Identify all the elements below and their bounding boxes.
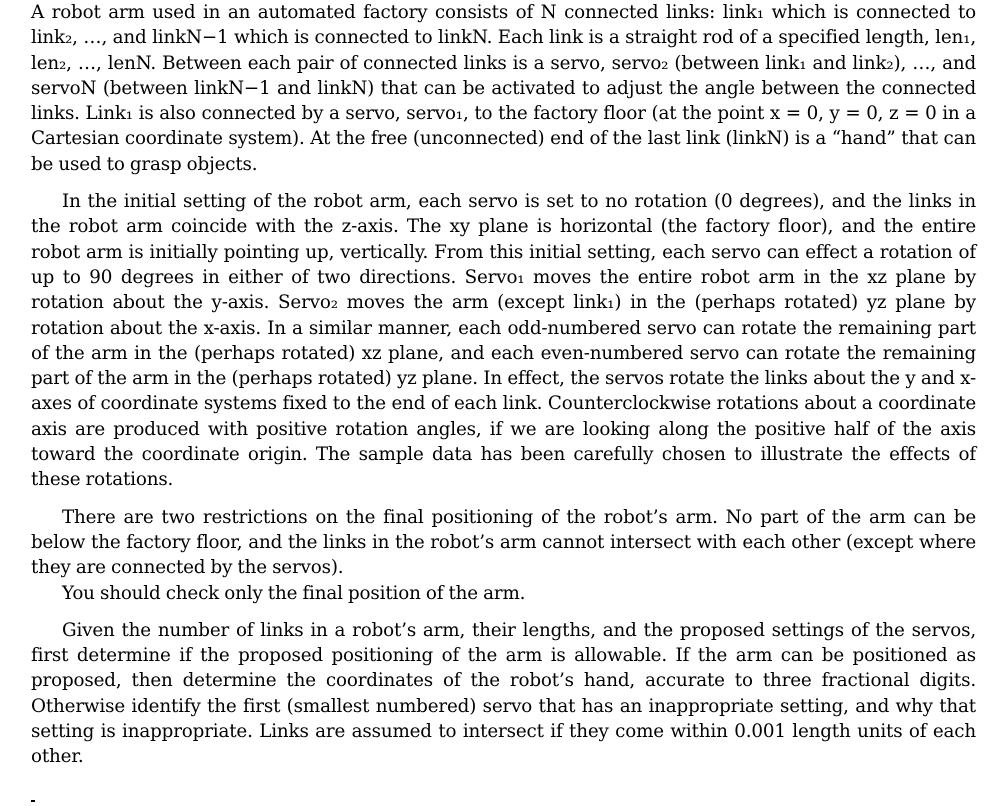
paragraph-initial-setting: In the initial setting of the robot arm, each servo is set to no rotation (0 degrees), and the links in the robot arm coincide with the z-axis. The xy plane is horizontal (the factory floor), and the entire robot arm is initially pointing up, vertically. From this initial setting, each servo can effect a rotation of up to 90 degrees in either of two directions. Servo₁ moves the entire robot arm in the xz plane by rotation about the y-axis. Servo₂ moves the arm (except link₁) in the (perhaps rotated) yz plane by rotation about the x-axis. In a similar manner, each odd-numbered servo can rotate the remaining part of the arm in the (perhaps rotated) xz plane, and each even-numbered servo can rotate the remaining part of the arm in the (perhaps rotated) yz plane. In effect, the servos rotate the links about the y and x-axes of coordinate systems fixed to the end of each link. Counterclockwise rotations about a coordinate axis are produced with positive rotation angles, if we are looking along the positive half of the axis toward the coordinate origin. The sample data has been carefully chosen to illustrate the effects of these rotations.	[31, 191, 976, 491]
page-cutoff-mark	[31, 800, 35, 802]
paragraph-robot-arm-description: A robot arm used in an automated factory consists of N connected links: link₁ which is connected to link₂, …, and linkN−1 which is connected to linkN. Each link is a straight rod of a specified length, len₁, len₂, …, lenN. Between each pair of connected links is a servo, servo₂ (between link₁ and link₂), …, and servoN (between linkN−1 and linkN) that can be activated to adjust the angle between the connected links. Link₁ is also connected by a servo, servo₁, to the factory floor (at the point x = 0, y = 0, z = 0 in a Cartesian coordinate system). At the free (unconnected) end of the last link (linkN) is a “hand” that can be used to grasp objects.	[31, 2, 976, 175]
paragraph-task: Given the number of links in a robot’s arm, their lengths, and the proposed settings of the servos, first determine if the proposed positioning of the arm is allowable. If the arm can be positioned as proposed, then determine the coordinates of the robot’s hand, accurate to three fractional digits. Otherwise identify the first (smallest numbered) servo that has an inappropriate setting, and why that setting is inappropriate. Links are assumed to intersect if they come within 0.001 length units of each other.	[31, 619, 976, 768]
problem-statement	[31, 0, 976, 770]
paragraph-final-position-note: You should check only the final position of the arm.	[62, 582, 526, 604]
paragraph-restrictions: There are two restrictions on the final positioning of the robot’s arm. No part of the arm can be below the factory floor, and the links in the robot’s arm cannot intersect with each other (except where they are connected by the servos).	[31, 506, 976, 579]
